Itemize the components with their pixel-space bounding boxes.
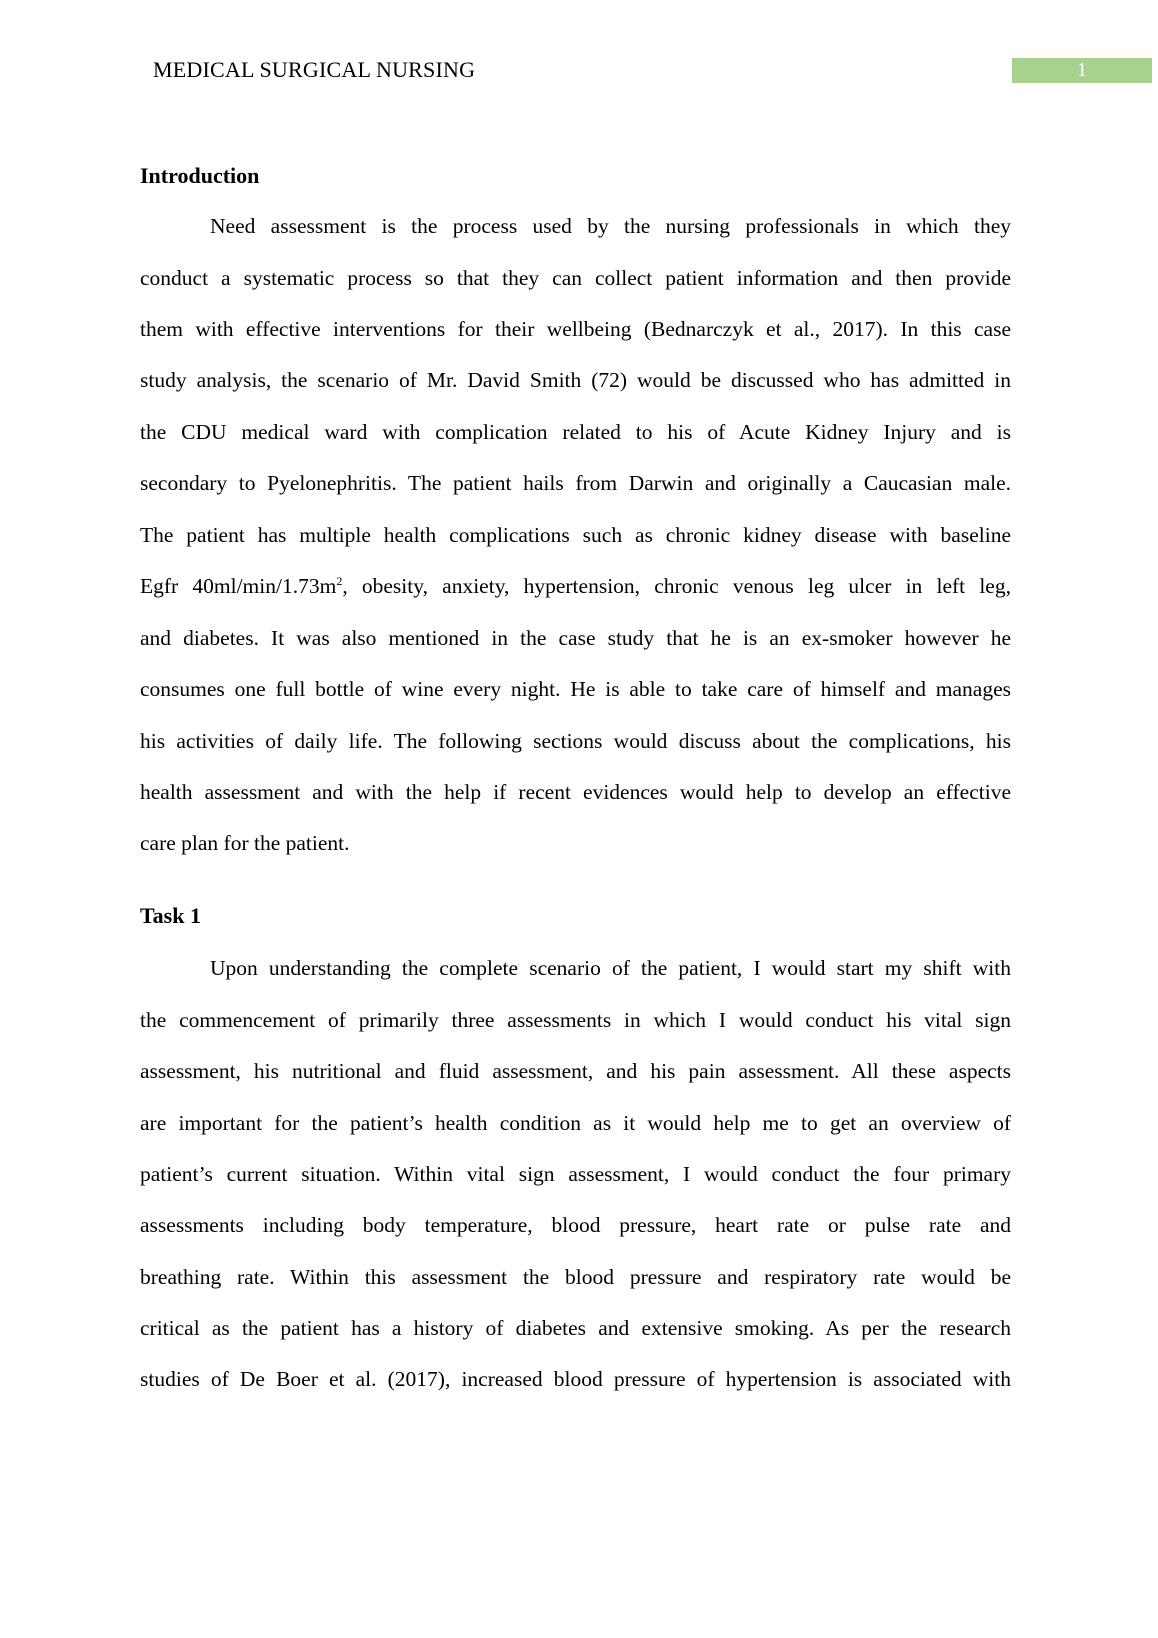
paragraph-line-egfr xyxy=(140,572,1011,600)
page-number: 1 xyxy=(1012,58,1152,83)
paragraph-line: consumes one full bottle of wine every night. He is able to take care of himself and manages xyxy=(140,677,1011,701)
running-head-title: MEDICAL SURGICAL NURSING xyxy=(153,57,476,82)
paragraph-line: them with effective interventions for their wellbeing (Bednarczyk et al., 2017). In this case xyxy=(140,317,1011,341)
paragraph-line: Upon understanding the complete scenario of the patient, I would start my shift with xyxy=(210,956,1011,980)
paragraph-line: care plan for the patient. xyxy=(140,831,350,855)
paragraph-line: critical as the patient has a history of diabetes and extensive smoking. As per the research xyxy=(140,1316,1011,1340)
paragraph-line: assessments including body temperature, blood pressure, heart rate or pulse rate and xyxy=(140,1213,1011,1237)
paragraph-line: Need assessment is the process used by the nursing professionals in which they xyxy=(210,214,1011,238)
introduction-heading: Introduction xyxy=(140,163,260,188)
paragraph-line: study analysis, the scenario of Mr. David Smith (72) would be discussed who has admitted in xyxy=(140,368,1011,392)
paragraph-line: the CDU medical ward with complication related to his of Acute Kidney Injury and is xyxy=(140,420,1011,444)
paragraph-line: assessment, his nutritional and fluid assessment, and his pain assessment. All these aspects xyxy=(140,1059,1011,1083)
egfr-continuation: , obesity, anxiety, hypertension, chronic venous leg ulcer in left leg, xyxy=(342,574,1011,598)
paragraph-line: are important for the patient’s health condition as it would help me to get an overview of xyxy=(140,1111,1011,1135)
paragraph-line: conduct a systematic process so that they can collect patient information and then provide xyxy=(140,266,1011,290)
paragraph-line: his activities of daily life. The following sections would discuss about the complications, his xyxy=(140,729,1011,753)
paragraph-line: and diabetes. It was also mentioned in the case study that he is an ex-smoker however he xyxy=(140,626,1011,650)
egfr-value: Egfr 40ml/min/1.73m xyxy=(140,574,337,598)
paragraph-line: breathing rate. Within this assessment the blood pressure and respiratory rate would be xyxy=(140,1265,1011,1289)
paragraph-line: the commencement of primarily three assessments in which I would conduct his vital sign xyxy=(140,1008,1011,1032)
paragraph-line: patient’s current situation. Within vital sign assessment, I would conduct the four primary xyxy=(140,1162,1011,1186)
paragraph-line: studies of De Boer et al. (2017), increased blood pressure of hypertension is associated with xyxy=(140,1367,1011,1391)
paragraph-line: secondary to Pyelonephritis. The patient hails from Darwin and originally a Caucasian male. xyxy=(140,471,1011,495)
task-1-heading: Task 1 xyxy=(140,903,201,928)
paragraph-line: health assessment and with the help if recent evidences would help to develop an effective xyxy=(140,780,1011,804)
paragraph-line: The patient has multiple health complications such as chronic kidney disease with baseline xyxy=(140,523,1011,547)
superscript-two: 2 xyxy=(336,573,343,588)
